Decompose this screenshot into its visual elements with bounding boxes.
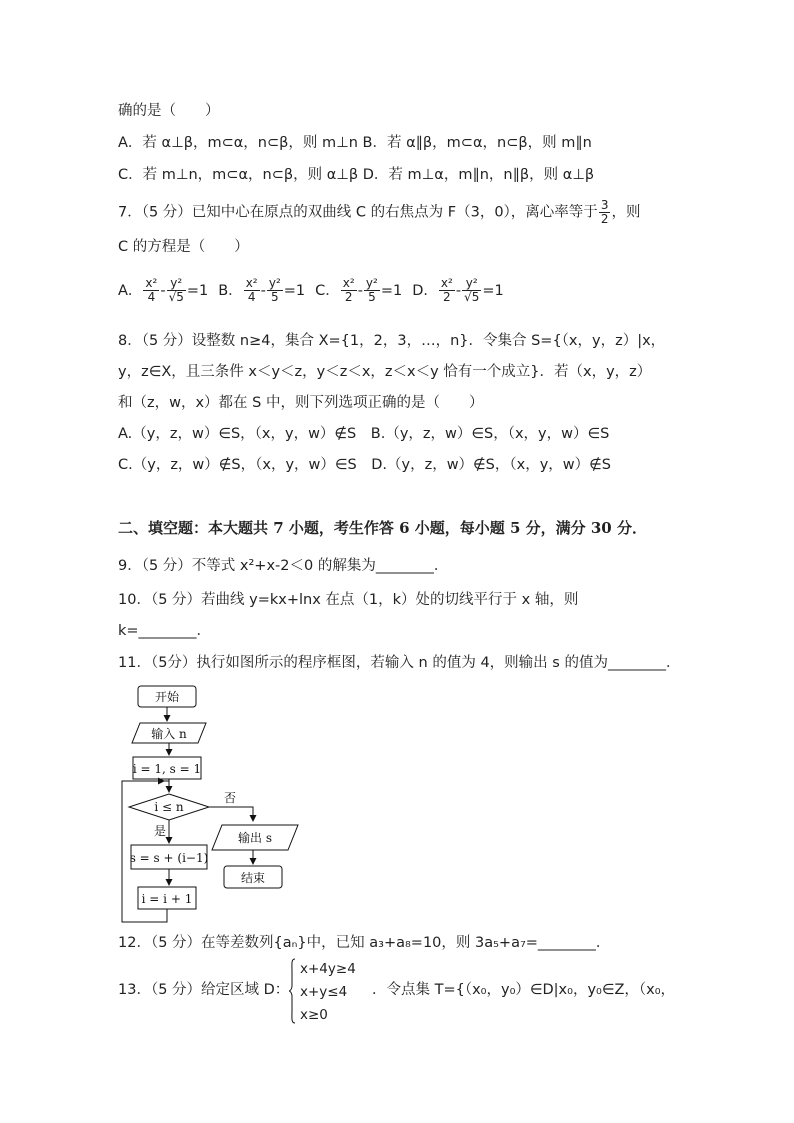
frac-denominator: 4 <box>147 290 156 304</box>
q7-stem-line2: C 的方程是（ ） <box>118 239 249 255</box>
flow-output-label: 输出 s <box>238 831 272 845</box>
q7-option-b <box>218 276 306 304</box>
inequality-2: x+y≤4 <box>300 984 348 1000</box>
inequality-system <box>300 958 356 1027</box>
minus-sign: - <box>260 282 266 299</box>
system-brace <box>288 958 296 1024</box>
q9: 9．（5 分）不等式 x²+x-2＜0 的解集为________． <box>118 558 449 574</box>
frac-denominator: 5 <box>270 290 279 304</box>
option-fraction <box>439 277 455 304</box>
equals-one: =1 <box>380 282 403 299</box>
option-label: C． <box>315 282 340 299</box>
frac-numerator: y² <box>167 277 186 291</box>
minus-sign: - <box>455 282 462 299</box>
q7-stem-text: 7．（5 分）已知中心在原点的双曲线 C 的右焦点为 F（3，0），离心率等于 <box>118 204 598 221</box>
q12: 12．（5 分）在等差数列{aₙ}中，已知 a₃+a₈=10，则 3a₅+a₇=________． <box>118 935 611 951</box>
option-fraction <box>462 277 481 304</box>
frac-denominator: √5 <box>464 290 480 304</box>
flow-init-label: i = 1, s = 1 <box>132 762 202 776</box>
frac-denominator: 2 <box>443 290 451 304</box>
option-label: D． <box>412 282 438 299</box>
q7-options <box>118 277 514 304</box>
flow-start-label: 开始 <box>154 690 180 704</box>
equals-one: =1 <box>482 282 504 299</box>
frac-numerator: x² <box>145 276 158 290</box>
minus-sign: - <box>160 282 166 299</box>
flow-update-s-label: s = s + (i−1) <box>129 851 209 865</box>
option-fraction <box>267 277 283 304</box>
frac-denominator: 4 <box>247 290 256 304</box>
q8-options-cd: C.（y，z，w）∉S，（x，y，w）∈S D.（y，z，w）∉S，（x，y，w）∉S <box>118 457 611 473</box>
q10-line1: 10．（5 分）若曲线 y=kx+lnx 在点（1，k）处的切线平行于 x 轴，则 <box>118 592 579 608</box>
option-label: B． <box>218 282 243 299</box>
frac-denominator: 2 <box>344 290 353 304</box>
section-2-heading: 二、填空题：本大题共 7 小题，考生作答 6 小题，每小题 5 分，满分 30 分． <box>118 519 647 537</box>
q8-stem-1: 8．（5 分）设整数 n≥4，集合 X={1，2，3，…，n}．令集合 S={（x，y，z）|x， <box>118 333 666 349</box>
flow-no-label: 否 <box>224 791 237 805</box>
equals-one: =1 <box>186 282 209 299</box>
q8-options-ab: A.（y，z，w）∈S，（x，y，w）∉S B.（y，z，w）∈S，（x，y，w）∈S <box>118 426 610 442</box>
option-label: A． <box>118 282 143 299</box>
q7-option-d <box>412 276 504 304</box>
frac-denominator: √5 <box>168 290 184 304</box>
frac-numerator: x² <box>245 276 258 290</box>
flow-end-label: 结束 <box>240 871 266 885</box>
frac-numerator: y² <box>462 277 481 291</box>
q13-lead: 13．（5 分）给定区域 D： <box>118 982 290 998</box>
option-fraction <box>364 277 380 304</box>
q7-option-a <box>118 276 209 304</box>
frac-numerator: y² <box>365 276 378 290</box>
q6-stem-tail: 确的是（ ） <box>118 103 220 119</box>
program-flowchart <box>118 680 318 925</box>
option-fraction <box>244 277 260 304</box>
frac-numerator: y² <box>268 276 281 290</box>
frac-denominator: 5 <box>368 290 376 304</box>
q8-stem-2: y，z∈X，且三条件 x＜y＜z，y＜z＜x，z＜x＜y 恰有一个成立}．若（x，y，z） <box>118 364 652 380</box>
eccentricity-fraction <box>599 199 611 226</box>
q8-stem-3: 和（z，w，x）都在 S 中，则下列选项正确的是（ ） <box>118 395 484 411</box>
frac-numerator: x² <box>440 276 453 290</box>
option-fraction <box>167 277 186 304</box>
q10-line2: k=________． <box>118 623 212 639</box>
flow-update-i-label: i = i + 1 <box>141 892 193 906</box>
q6-options-ab: A．若 α⊥β，m⊂α，n⊂β，则 m⊥n B．若 α∥β，m⊂α，n⊂β，则 m∥n <box>118 135 592 151</box>
option-fraction <box>341 277 357 304</box>
flow-input-label: 输入 n <box>151 727 187 741</box>
q11: 11．（5分）执行如图所示的程序框图，若输入 n 的值为 4，则输出 s 的值为________． <box>118 655 681 671</box>
inequality-1: x+4y≥4 <box>300 961 356 977</box>
frac-numerator: 3 <box>600 198 609 212</box>
equals-one: =1 <box>283 282 306 299</box>
frac-numerator: x² <box>342 276 355 290</box>
q13-rest: ．令点集 T={（x₀，y₀）∈D|x₀，y₀∈Z，（x₀， <box>372 982 676 998</box>
inequality-3: x≥0 <box>300 1007 328 1023</box>
q7-stem-end: ，则 <box>611 204 641 221</box>
flow-yes-label: 是 <box>154 824 167 838</box>
option-fraction <box>143 277 159 304</box>
frac-denominator: 2 <box>600 212 609 226</box>
q7-option-c <box>315 276 403 304</box>
q7-stem <box>118 199 640 226</box>
flow-condition-label: i ≤ n <box>154 800 184 814</box>
q6-options-cd: C．若 m⊥n，m⊂α，n⊂β，则 α⊥β D．若 m⊥α，m∥n，n∥β，则 α⊥β <box>118 167 595 183</box>
minus-sign: - <box>357 282 363 299</box>
